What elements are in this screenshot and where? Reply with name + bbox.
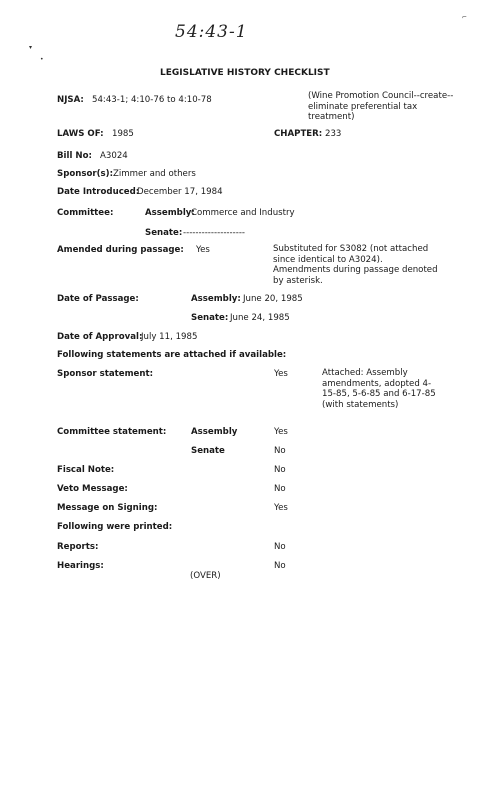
laws-of-value: 1985	[112, 129, 134, 139]
chapter-label: CHAPTER:	[274, 129, 323, 139]
sponsors-value: Zimmer and others	[113, 169, 196, 179]
hearings-label: Hearings:	[57, 561, 104, 571]
committee-statement-senate-label: Senate	[191, 446, 225, 456]
chapter-value: 233	[325, 129, 342, 139]
veto-message-label: Veto Message:	[57, 484, 128, 494]
date-introduced-label: Date Introduced:	[57, 187, 140, 197]
committee-statement-assembly-label: Assembly	[191, 427, 238, 437]
reports-value: No	[274, 542, 286, 552]
scan-mark: ▾	[29, 44, 33, 51]
committee-label: Committee:	[57, 208, 114, 218]
bill-no-label: Bill No:	[57, 151, 92, 161]
committee-assembly-label: Assembly:	[145, 208, 195, 218]
committee-statement-assembly-value: Yes	[274, 427, 288, 437]
hearings-value: No	[274, 561, 286, 571]
page-title: LEGISLATIVE HISTORY CHECKLIST	[160, 68, 330, 78]
handwritten-number: 54:43-1	[175, 22, 248, 42]
date-of-approval-value: July 11, 1985	[141, 332, 198, 342]
committee-assembly-value: Commerce and Industry	[191, 208, 295, 218]
passage-assembly-label: Assembly:	[191, 294, 241, 304]
over-note: (OVER)	[190, 571, 221, 581]
passage-senate-label: Senate:	[191, 313, 229, 323]
sponsor-statement-label: Sponsor statement:	[57, 369, 154, 379]
committee-statement-senate-value: No	[274, 446, 286, 456]
njsa-value: 54:43-1; 4:10-76 to 4:10-78	[92, 95, 212, 105]
sponsor-statement-note: Attached: Assembly amendments, adopted 4-15-85, 5-6-85 and 6-17-85 (with statements)	[322, 368, 436, 410]
sponsor-statement-value: Yes	[274, 369, 288, 379]
attached-heading: Following statements are attached if available:	[57, 350, 287, 360]
njsa-note: (Wine Promotion Council--create--eliminate preferential tax treatment)	[308, 91, 454, 122]
veto-message-value: No	[274, 484, 286, 494]
fiscal-note-label: Fiscal Note:	[57, 465, 115, 475]
passage-senate-value: June 24, 1985	[230, 313, 290, 323]
date-introduced-value: December 17, 1984	[137, 187, 223, 197]
fiscal-note-value: No	[274, 465, 286, 475]
passage-assembly-value: June 20, 1985	[243, 294, 303, 304]
date-of-approval-label: Date of Approval:	[57, 332, 143, 342]
reports-label: Reports:	[57, 542, 99, 552]
amended-value: Yes	[196, 245, 210, 255]
sponsors-label: Sponsor(s):	[57, 169, 114, 179]
amended-note: Substituted for S3082 (not attached since identical to A3024). Amendments during passage denoted by asterisk.	[273, 244, 438, 286]
scan-mark: ⌐	[462, 14, 468, 21]
scan-mark: •	[40, 56, 44, 63]
njsa-label: NJSA:	[57, 95, 84, 105]
committee-senate-label: Senate:	[145, 228, 183, 238]
amended-label: Amended during passage:	[57, 245, 184, 255]
laws-of-label: LAWS OF:	[57, 129, 104, 139]
committee-senate-value: --------------------	[183, 228, 246, 238]
printed-heading: Following were printed:	[57, 522, 173, 532]
message-on-signing-label: Message on Signing:	[57, 503, 158, 513]
message-on-signing-value: Yes	[274, 503, 288, 513]
committee-statement-label: Committee statement:	[57, 427, 167, 437]
bill-no-value: A3024	[100, 151, 128, 161]
date-of-passage-label: Date of Passage:	[57, 294, 139, 304]
